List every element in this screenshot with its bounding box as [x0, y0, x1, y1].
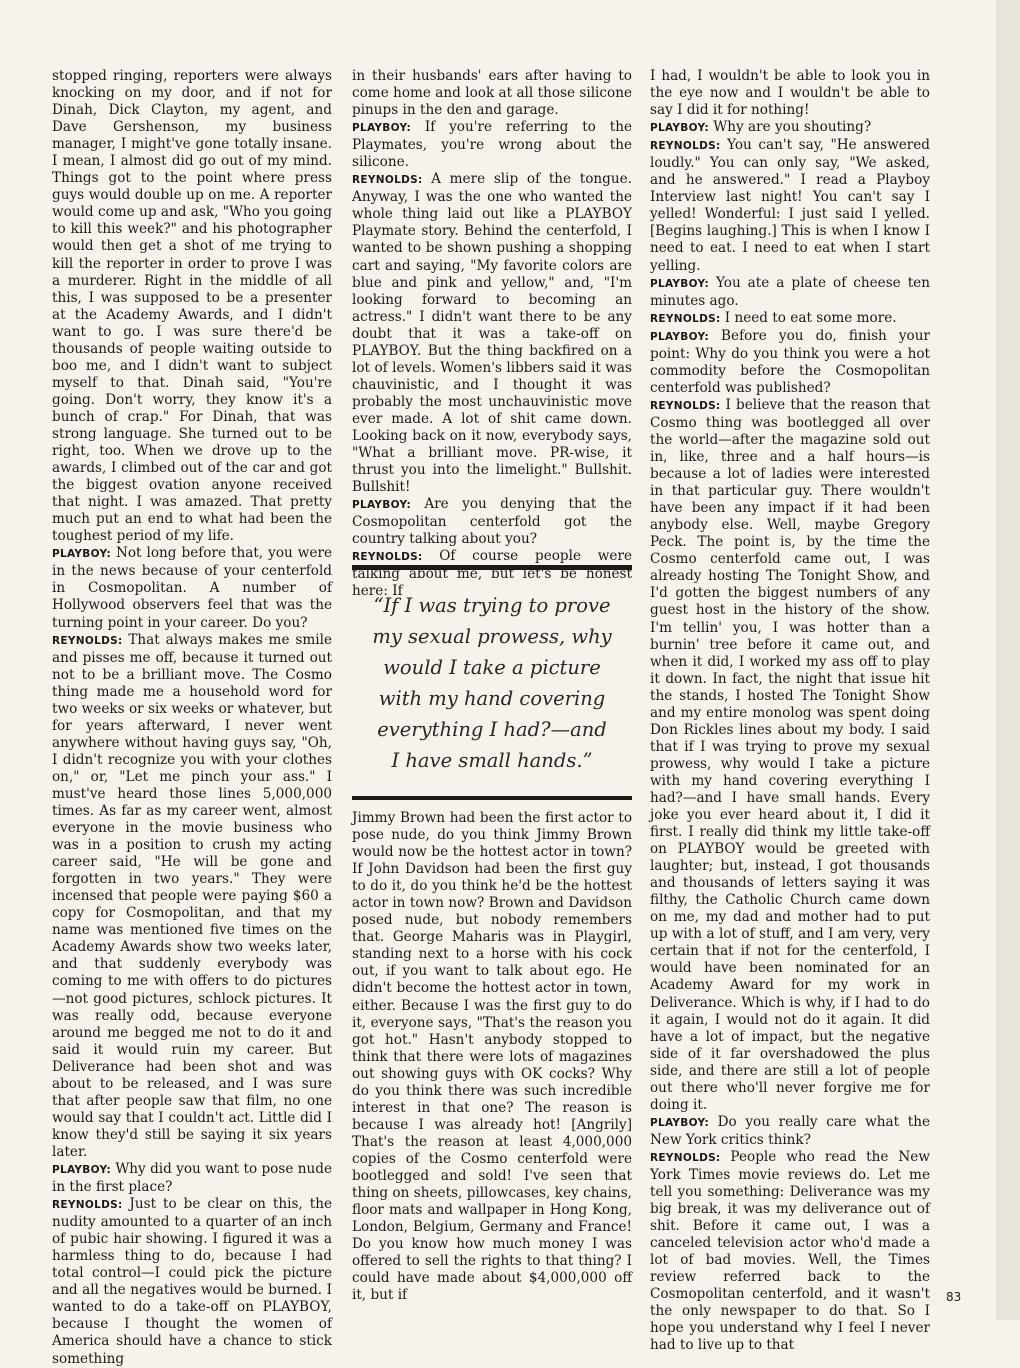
paragraph: REYNOLDS: A mere slip of the tongue. Anyway, I was the one who wanted the whole thing laid out like a PLAYBOY Playmate story. Behind the centerfold, I wanted to be shown pushing a shopping cart and saying, "My favorite colors are blue and pink and yellow," and, "I'm looking forward to becoming an actress." I didn't want there to be any doubt that it was a take-off on PLAYBOY. But the thing backfired on a lot of levels. Women's libbers said it was chauvinistic, and I thought it was probably the most unchauvinistic move ever made. A lot of shit came down. Looking back on it now, everybody says, "What a brilliant move. PR-wise, it thrust you into the limelight." Bullshit. Bullshit! — [352, 171, 632, 496]
page-edge — [996, 0, 1020, 1320]
speaker-label: REYNOLDS: — [52, 634, 123, 647]
paragraph: PLAYBOY: Why did you want to pose nude in the first place? — [52, 1161, 332, 1196]
paragraph: Jimmy Brown had been the first actor to pose nude, do you think Jimmy Brown would now be the hottest actor in town? If John Davidson had been the first guy to do it, do you think he'd be the hottest actor in town now? Brown and Davidson posed nude, but nobody remembers that. George Maharis was in Playgirl, standing next to a horse with his cock out, if you want to talk about ego. He didn't become the hottest actor in town, either. Because I was the first guy to do it, everyone says, "That's the reason you got hot." Hasn't anybody stopped to think that there were lots of magazines out showing guys with OK cocks? Why do you think there was such incredible interest in that one? The reason is because I was already hot! [Angrily] That's the reason at least 4,000,000 copies of the Cosmo centerfold were bootlegged and sold! I've seen that thing on sheets, pillowcases, key chains, floor mats and wallpaper in Hong Kong, London, Belgium, Germany and France! Do you know how much money I was offered to sell the rights to that thing? I could have made about $4,000,000 off it, but if — [352, 810, 632, 1304]
speaker-label: REYNOLDS: — [352, 551, 423, 564]
speaker-label: PLAYBOY: — [52, 548, 111, 561]
paragraph: PLAYBOY: Are you denying that the Cosmopolitan centerfold got the country talking about you? — [352, 496, 632, 548]
speaker-label: REYNOLDS: — [52, 1199, 123, 1212]
paragraph: REYNOLDS: People who read the New York Times movie reviews do. Let me tell you something: Deliverance was my big break, it was my deliverance out of shit. Before it came out, I was a canceled television actor who'd made a lot of bad movies. Well, the Times review referred back to the Cosmopolitan centerfold, and it wasn't the only newspaper to do that. So I hope you understand why I feel I never had to live up to that — [650, 1148, 930, 1354]
paragraph: REYNOLDS: Of course people were talking about me, but let's be honest here: If — [352, 548, 632, 600]
page-number: 83 — [946, 1290, 962, 1304]
text-column-1 — [52, 68, 332, 1368]
paragraph: REYNOLDS: Just to be clear on this, the nudity amounted to a quarter of an inch of pubic hair showing. I figured it was a harmless thing to do, because I had total control—I could pick the picture and all the negatives would be burned. I wanted to do a take-off on PLAYBOY, because I thought the women of America should have a chance to stick something — [52, 1196, 332, 1367]
speaker-label: PLAYBOY: — [650, 1116, 709, 1129]
paragraph: PLAYBOY: You ate a plate of cheese ten minutes ago. — [650, 274, 930, 309]
paragraph: PLAYBOY: If you're referring to the Playmates, you're wrong about the silicone. — [352, 119, 632, 171]
paragraph: I had, I wouldn't be able to look you in the eye now and I wouldn't be able to say I did it for nothing! — [650, 68, 930, 119]
speaker-label: PLAYBOY: — [352, 122, 411, 135]
pull-quote-text: “If I was trying to prove my sexual prowess, why would I take a picture with my hand covering everything I had?—and I have small hands.” — [372, 594, 612, 772]
paragraph: PLAYBOY: Before you do, finish your point: Why do you think you were a hot commodity before the Cosmopolitan centerfold was published? — [650, 327, 930, 396]
paragraph: REYNOLDS: I need to eat some more. — [650, 309, 897, 326]
speaker-label: PLAYBOY: — [52, 1164, 111, 1176]
text-column-2-top — [352, 68, 632, 600]
paragraph: PLAYBOY: Do you really care what the New York critics think? — [650, 1113, 930, 1148]
speaker-label: PLAYBOY: — [650, 330, 709, 343]
paragraph: REYNOLDS: You can't say, "He answered loudly." You can only say, "We asked, and he answered." I read a Playboy Interview last night! You can't say I yelled! Wonderful: I just said I yelled. [Begins laughing.] This is when I know I need to eat. I need to eat when I start yelling. — [650, 137, 930, 274]
speaker-label: REYNOLDS: — [650, 1151, 721, 1164]
speaker-label: REYNOLDS: — [650, 399, 721, 412]
paragraph: PLAYBOY: Not long before that, you were in the news because of your centerfold in Cosmopolitan. A number of Hollywood observers feel that was the turning point in your career. Do you? — [52, 545, 332, 631]
speaker-label: PLAYBOY: — [650, 277, 709, 290]
text-column-3 — [650, 68, 930, 1355]
speaker-label: PLAYBOY: — [352, 499, 411, 512]
speaker-label: REYNOLDS: — [650, 312, 721, 325]
speaker-label: REYNOLDS: — [352, 174, 423, 187]
paragraph: REYNOLDS: That always makes me smile and pisses me off, because it turned out not to be a brilliant move. The Cosmo thing made me a household word for two weeks or six weeks or whatever, but for years afterward, I never went anywhere without having guys say, "Oh, I didn't recognize you with your clothes on," or, "Let me pinch your ass." I must've heard those lines 5,000,000 times. As far as my career went, almost everyone in the movie business who was in a position to crush my acting career said, "He will be gone and forgotten in two years." They were incensed that people were paying $60 a copy for Cosmopolitan, and that my name was mentioned five times on the Academy Awards show two weeks later, and that suddenly everybody was coming to me with offers to do pictures—not good pictures, schlock pictures. It was really odd, because everyone around me begged me not to do it and said it would ruin my career. But Deliverance had been shot and was about to be released, and I was sure that after people saw that film, no one would say that I couldn't act. Little did I know they'd still be saying it six years later. — [52, 631, 332, 1160]
speaker-label: PLAYBOY: — [650, 122, 709, 135]
pull-quote — [352, 565, 632, 800]
paragraph: in their husbands' ears after having to come home and look at all those silicone pinups in the den and garage. — [352, 68, 632, 119]
paragraph: REYNOLDS: I believe that the reason that Cosmo thing was bootlegged all over the world—after the magazine sold out in, like, three and a half hours—is because a lot of ladies were interested in that particular guy. There wouldn't have been any impact if it had been anybody else. Well, maybe Gregory Peck. The point is, by the time the Cosmo centerfold came out, I was already hosting The Tonight Show, and I'd gotten the biggest numbers of any guest host in the history of the show. I'm tellin' you, I was hotter than a burnin' tree before it came out, and when it did, I worked my ass off to play it down. In fact, the night that issue hit the stands, I hosted The Tonight Show and my entire monolog was spent doing Don Rickles lines about my body. I said that if I was trying to prove my sexual prowess, why would I take a picture with my hand covering everything I had?—and I have small hands. Every joke you ever heard about it, I did it first. I really did think my little take-off on PLAYBOY would be greeted with laughter; but, instead, I got thousands and thousands of letters saying it was filthy, the Catholic Church came down on me, my dad and mother had to put up with a lot of stuff, and I am very, very certain that if not for the centerfold, I would have been nominated for an Academy Award for my work in Deliverance. Which is why, if I had to do it again, I would not do it again. It did have a lot of impact, but the negative side of it far overshadowed the plus side, and there are still a lot of people out there who'll never forgive me for doing it. — [650, 396, 930, 1113]
text-column-2-bottom — [352, 810, 632, 1304]
speaker-label: REYNOLDS: — [650, 140, 721, 153]
paragraph: PLAYBOY: Why are you shouting? — [650, 119, 872, 136]
paragraph: stopped ringing, reporters were always knocking on my door, and if not for Dinah, Dick Clayton, my agent, and Dave Gershenson, my business manager, I might've gone totally insane. I mean, I almost did go out of my mind. Things got to the point where press guys would double up on me. A reporter would come up and ask, "Who you going to kill this week?" and his photographer would then get a shot of me trying to kill the reporter in order to prove I was a murderer. Right in the middle of all this, I was supposed to be a presenter at the Academy Awards, and I didn't want to go. I was sure there'd be thousands of people waiting outside to boo me, and I didn't want to subject myself to that. Dinah said, "You're going. Don't worry, they know it's a bunch of crap." For Dinah, that was strong language. She turned out to be right, too. When we drove up to the awards, I climbed out of the car and got the biggest ovation anyone received that night. I was amazed. That pretty much put an end to what had been the toughest period of my life. — [52, 68, 332, 545]
